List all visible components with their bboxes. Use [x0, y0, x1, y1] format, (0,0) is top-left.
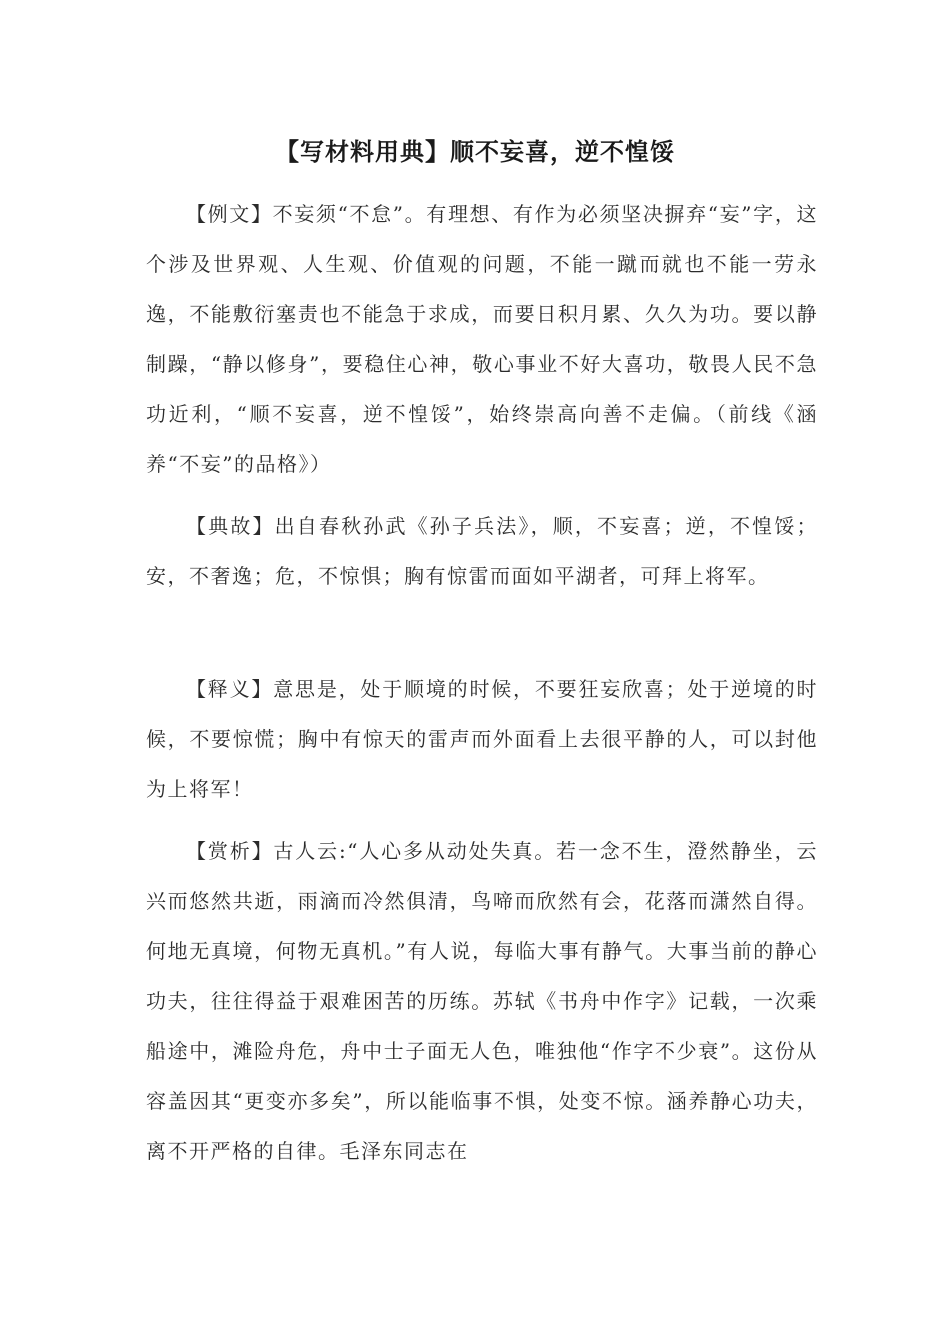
- paragraph-appreciation: 【赏析】古人云:“人心多从动处失真。若一念不生，澄然静坐，云兴而悠然共逝，雨滴而冷然俱清，鸟啼而欣然有会，花落而潇然自得。何地无真境，何物无真机。”有人说，每临大事有静气。大事当前的静心功夫，往往得益于艰难困苦的历练。苏轼《书舟中作字》记载，一次乘船途中，滩险舟危，舟中士子面无人色，唯独他“作字不少衰”。这份从容盖因其“更变亦多矣”，所以能临事不惧，处变不惊。涵养静心功夫，离不开严格的自律。毛泽东同志在: [146, 839, 818, 1163]
- paragraph-allusion: 【典故】出自春秋孙武《孙子兵法》，顺，不妄喜；逆，不惶馁；安，不奢逸；危，不惊惧；胸有惊雷而面如平湖者，可拜上将军。: [146, 514, 818, 588]
- paragraph-meaning: 【释义】意思是，处于顺境的时候，不要狂妄欣喜；处于逆境的时候，不要惊慌；胸中有惊天的雷声而外面看上去很平静的人，可以封他为上将军！: [146, 677, 818, 801]
- document-title: 【写材料用典】顺不妄喜，逆不惶馁: [275, 138, 675, 166]
- paragraph-example: 【例文】不妄须“不怠”。有理想、有作为必须坚决摒弃“妄”字，这个涉及世界观、人生观、价值观的问题，不能一蹴而就也不能一劳永逸，不能敷衍塞责也不能急于求成，而要日积月累、久久为功。要以静制躁，“静以修身”，要稳住心神，敬心事业不好大喜功，敬畏人民不急功近利，“顺不妄喜，逆不惶馁”，始终崇高向善不走偏。（前线《涵养“不妄”的品格》）: [146, 202, 818, 476]
